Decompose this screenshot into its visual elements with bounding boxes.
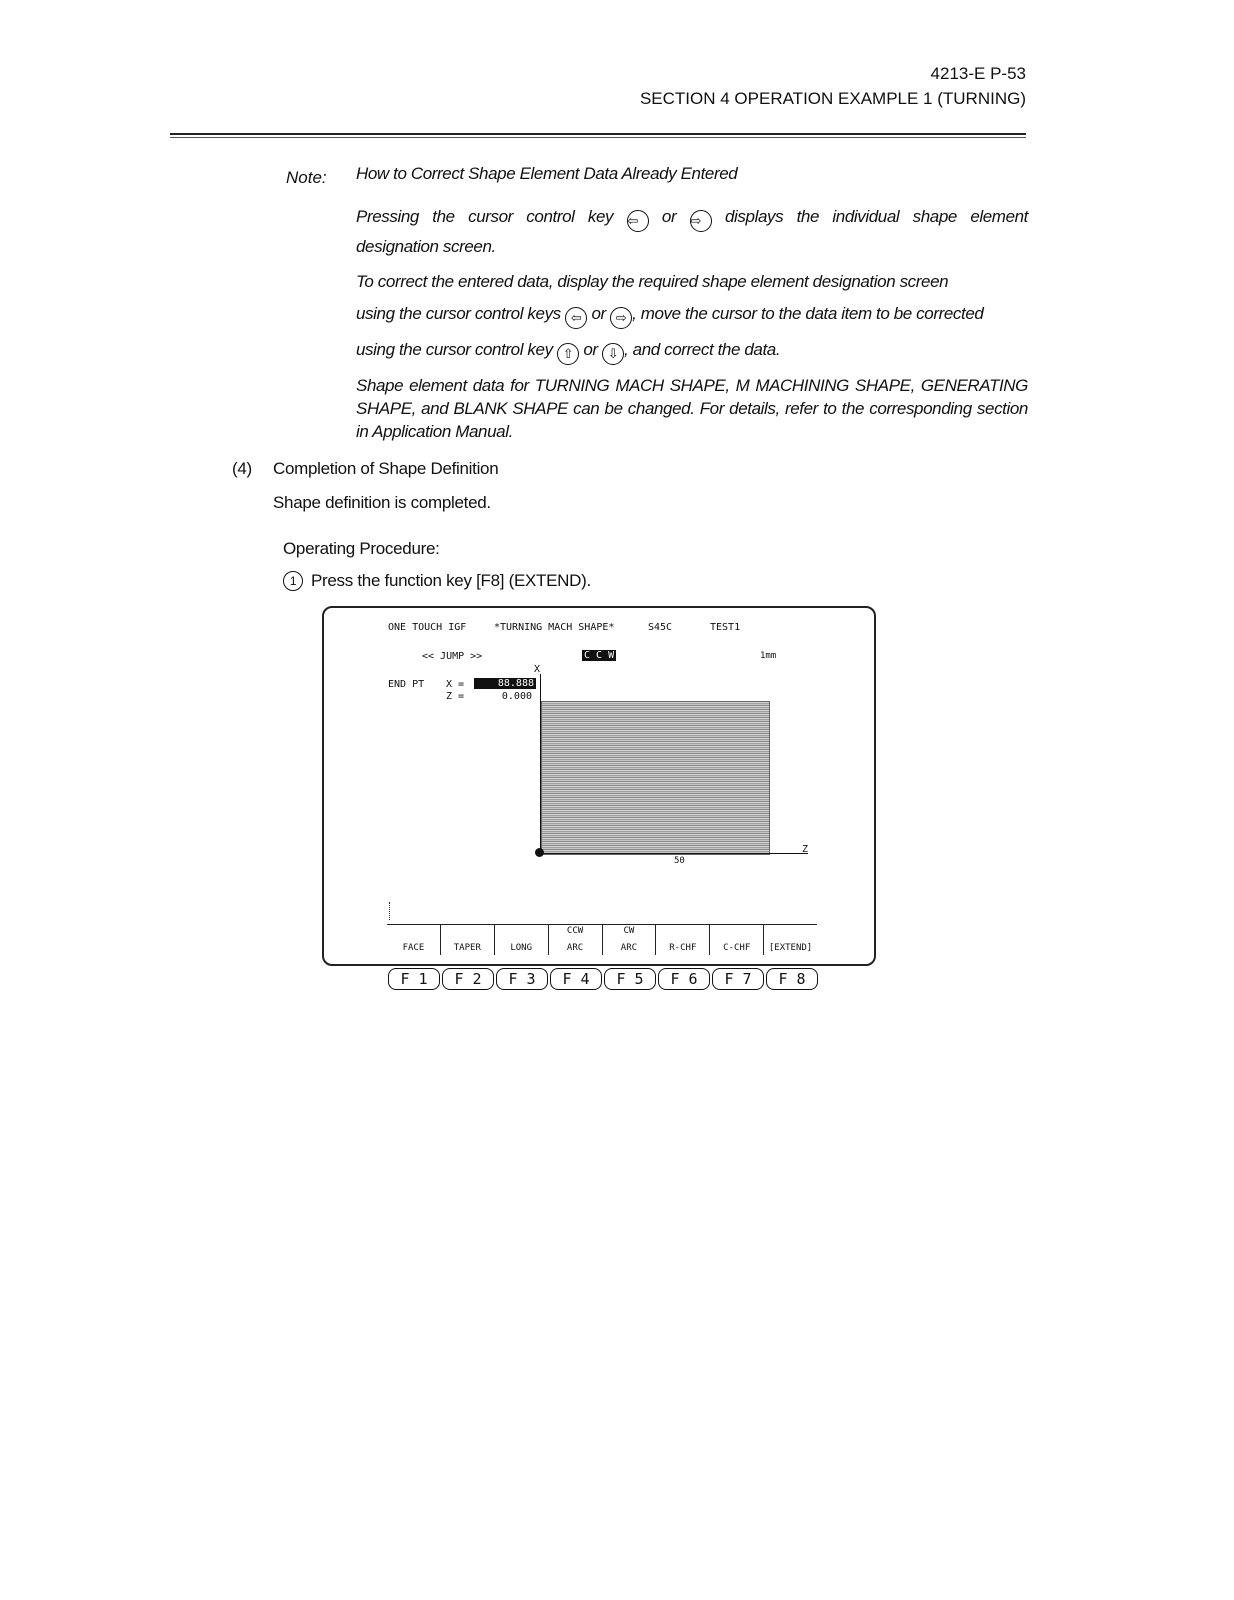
f5-key[interactable]: F 5 xyxy=(604,968,656,990)
note-text: , move the cursor to the data item to be corrected xyxy=(632,304,984,323)
scale-indicator: 1mm xyxy=(760,651,777,661)
note-title: How to Correct Shape Element Data Already Entered xyxy=(356,164,738,183)
z-axis-label: Z xyxy=(802,844,809,855)
screen-title: *TURNING MACH SHAPE* xyxy=(494,622,615,633)
softkey-extend[interactable]: [EXTEND] xyxy=(763,925,817,955)
endpoint-label: END PT xyxy=(388,679,425,690)
left-arrow-key-icon: ⇦ xyxy=(627,210,649,232)
shape-graph-area xyxy=(541,701,770,855)
header-rule-thin xyxy=(170,137,1026,138)
softkey-r-chf[interactable]: R-CHF xyxy=(655,925,709,955)
down-arrow-key-icon: ⇩ xyxy=(602,343,624,365)
procedure-step-text: Press the function key [F8] (EXTEND). xyxy=(311,571,591,590)
note-text: designation screen. xyxy=(356,237,496,256)
softkey-taper[interactable]: TAPER xyxy=(440,925,494,955)
softkey-c-chf[interactable]: C-CHF xyxy=(709,925,763,955)
procedure-title: Operating Procedure: xyxy=(283,539,440,558)
f7-key[interactable]: F 7 xyxy=(712,968,764,990)
function-key-row xyxy=(388,968,818,990)
softkey-bar xyxy=(387,924,817,955)
page-reference: 4213-E P-53 xyxy=(930,64,1026,83)
softkey-cw-arc[interactable]: CW ARC xyxy=(602,925,656,955)
z-value-input[interactable]: 0.000 xyxy=(501,691,532,702)
step-number: (4) xyxy=(232,459,252,478)
x-value-input[interactable]: 88.888 xyxy=(474,678,536,689)
note-paragraph-1 xyxy=(356,202,1028,262)
x-label: X = xyxy=(446,679,465,690)
note-text: , and correct the data. xyxy=(624,340,781,359)
z-axis-line xyxy=(540,853,808,854)
note-paragraph-3: Shape element data for TURNING MACH SHAPE, M MACHINING SHAPE, GENERATING SHAPE, and BLANK SHAPE can be changed. For details, refer to the corresponding section in Application Manual. xyxy=(356,376,1028,441)
note-text: or xyxy=(583,340,598,359)
softkey-long[interactable]: LONG xyxy=(494,925,548,955)
f6-key[interactable]: F 6 xyxy=(658,968,710,990)
up-arrow-key-icon: ⇧ xyxy=(557,343,579,365)
f8-key[interactable]: F 8 xyxy=(766,968,818,990)
note-label: Note: xyxy=(286,168,327,187)
left-arrow-key-icon: ⇦ xyxy=(565,307,587,329)
softkey-face[interactable]: FACE xyxy=(402,943,425,953)
program-name: TEST1 xyxy=(710,622,741,633)
softkey-ccw-arc[interactable]: CCW ARC xyxy=(548,925,602,955)
right-arrow-key-icon: ⇨ xyxy=(610,307,632,329)
jump-nav[interactable]: << JUMP >> xyxy=(422,651,483,662)
nc-screen-display xyxy=(322,606,876,966)
direction-indicator: C C W xyxy=(584,650,615,661)
procedure-step xyxy=(283,571,591,591)
note-text: To correct the entered data, display the required shape element designation screen xyxy=(356,272,949,291)
header-rule xyxy=(170,133,1026,135)
cursor-mark xyxy=(389,902,391,920)
screen-mode: ONE TOUCH IGF xyxy=(388,622,467,633)
f3-key[interactable]: F 3 xyxy=(496,968,548,990)
section-title: SECTION 4 OPERATION EXAMPLE 1 (TURNING) xyxy=(639,89,1026,108)
right-arrow-key-icon: ⇨ xyxy=(690,210,712,232)
note-text: Pressing the cursor control key xyxy=(356,207,614,226)
f4-key[interactable]: F 4 xyxy=(550,968,602,990)
note-text: or xyxy=(591,304,606,323)
z-label: Z = xyxy=(446,691,465,702)
note-text: using the cursor control keys xyxy=(356,304,561,323)
step-circle-number: 1 xyxy=(283,571,303,591)
f1-key[interactable]: F 1 xyxy=(388,968,440,990)
step-description: Shape definition is completed. xyxy=(273,493,491,512)
note-text: or xyxy=(661,207,677,226)
note-text: displays the individual shape element xyxy=(725,207,1029,226)
note-paragraph-2 xyxy=(356,266,1028,366)
x-axis-label: X xyxy=(534,664,541,675)
f2-key[interactable]: F 2 xyxy=(442,968,494,990)
material-code: S45C xyxy=(648,622,673,633)
axis-tick-label: 50 xyxy=(674,856,685,866)
origin-marker xyxy=(535,848,544,857)
x-axis-line xyxy=(540,674,541,854)
note-text: using the cursor control key xyxy=(356,340,553,359)
step-title: Completion of Shape Definition xyxy=(273,459,499,478)
